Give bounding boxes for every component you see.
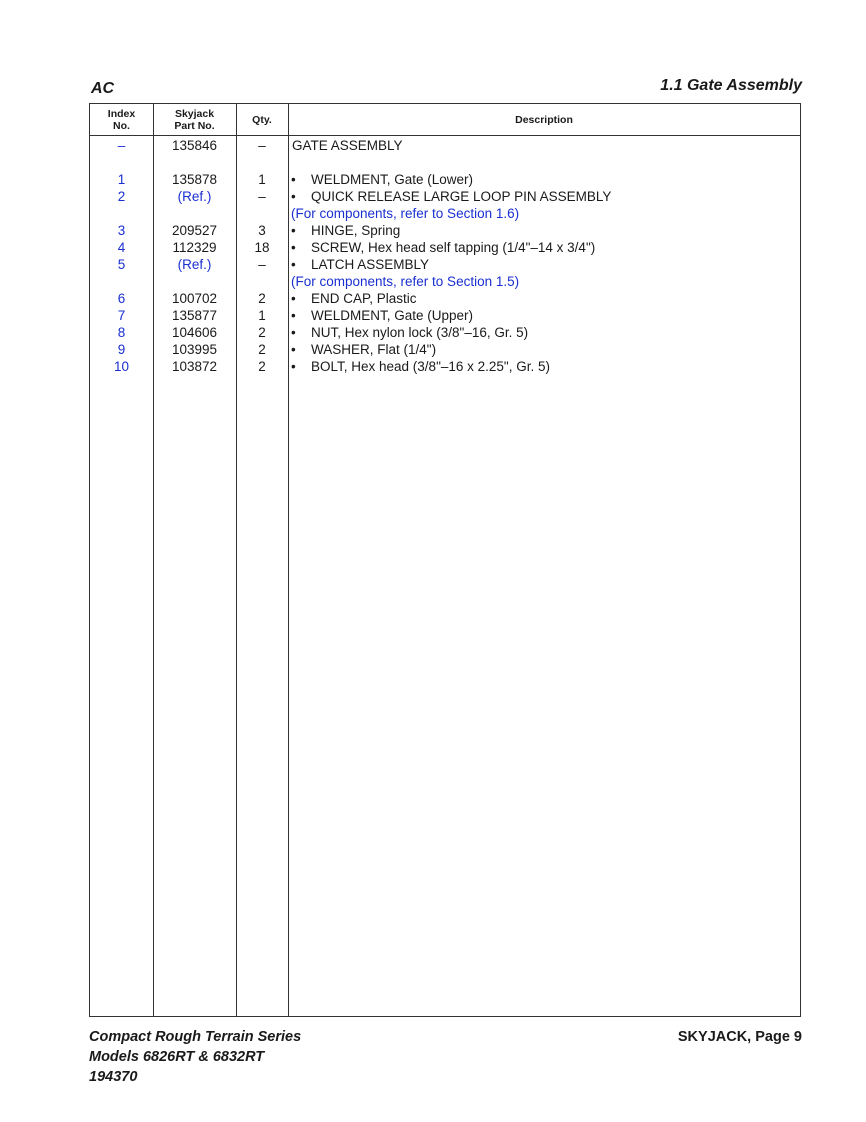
- quantity-cell: 2: [258, 359, 266, 374]
- description-cell: [290, 341, 800, 358]
- column-header-qty-label: Qty.: [252, 113, 272, 126]
- section-code: AC: [91, 80, 115, 97]
- part-number-cell: 112329: [172, 240, 217, 255]
- index-cell: 1: [117, 172, 126, 187]
- table-row: [90, 290, 800, 307]
- description-cell: [290, 256, 800, 273]
- quantity-cell: 18: [254, 240, 270, 255]
- index-cell: 4: [117, 240, 126, 255]
- header-divider: [90, 135, 800, 136]
- table-row: [90, 324, 800, 341]
- quantity-cell: 3: [258, 223, 266, 238]
- part-number-cell: 135846: [171, 138, 218, 153]
- quantity-cell: –: [258, 138, 266, 153]
- footer-left: [89, 1027, 301, 1087]
- index-cell: 7: [117, 308, 126, 323]
- section-title: 1.1 Gate Assembly: [660, 77, 802, 94]
- index-cell: 6: [117, 291, 126, 306]
- bullet-marker: •: [291, 359, 296, 374]
- table-body: [90, 137, 800, 375]
- description-cell: [290, 171, 800, 188]
- part-number-cell: (Ref.): [177, 257, 212, 272]
- index-cell: –: [117, 138, 126, 153]
- description-text: GATE ASSEMBLY: [292, 138, 403, 153]
- part-number-cell: 103872: [171, 359, 218, 374]
- bullet-marker: •: [291, 325, 296, 340]
- description-text: NUT, Hex nylon lock (3/8"–16, Gr. 5): [311, 325, 529, 340]
- bullet-marker: •: [291, 308, 296, 323]
- description-cell: [290, 358, 800, 375]
- part-number-cell: 135878: [171, 172, 218, 187]
- quantity-cell: –: [258, 257, 266, 272]
- description-cell: [290, 307, 800, 324]
- table-row: [90, 239, 800, 256]
- column-header-description-label: Description: [515, 113, 573, 126]
- part-number-cell: 104606: [171, 325, 218, 340]
- quantity-cell: 2: [258, 325, 266, 340]
- column-header-part: [153, 104, 236, 135]
- part-number-cell: 135877: [171, 308, 218, 323]
- description-cell: [290, 188, 800, 205]
- footer-page: SKYJACK, Page 9: [677, 1029, 802, 1045]
- table-row: [90, 358, 800, 375]
- table-spacer-row: [90, 154, 800, 171]
- quantity-cell: –: [258, 189, 266, 204]
- column-header-part-line1: Skyjack: [174, 107, 215, 120]
- description-text: QUICK RELEASE LARGE LOOP PIN ASSEMBLY: [311, 189, 612, 204]
- footer-series: Compact Rough Terrain Series: [89, 1029, 302, 1045]
- table-row: [90, 171, 800, 188]
- table-row: [90, 188, 800, 205]
- column-header-qty: [236, 104, 288, 135]
- description-cell: [290, 324, 800, 341]
- bullet-marker: •: [291, 172, 296, 187]
- quantity-cell: 2: [258, 291, 266, 306]
- part-number-cell: 209527: [171, 223, 218, 238]
- table-row: [90, 256, 800, 273]
- description-cell: [290, 239, 800, 256]
- description-text: BOLT, Hex head (3/8"–16 x 2.25", Gr. 5): [311, 359, 550, 374]
- index-cell: 3: [117, 223, 126, 238]
- description-text: WELDMENT, Gate (Lower): [311, 172, 474, 187]
- section-reference-note: (For components, refer to Section 1.6): [291, 206, 520, 221]
- table-note-row: [90, 273, 800, 290]
- quantity-cell: 2: [258, 342, 266, 357]
- column-header-index-line2: No.: [113, 119, 130, 132]
- bullet-marker: •: [291, 240, 296, 255]
- column-header-description: [288, 104, 800, 135]
- parts-table: [89, 103, 801, 1017]
- description-cell: [290, 222, 800, 239]
- description-text: LATCH ASSEMBLY: [311, 257, 430, 272]
- bullet-marker: •: [291, 291, 296, 306]
- description-cell: [290, 290, 800, 307]
- index-cell: 9: [117, 342, 126, 357]
- description-cell: [291, 137, 800, 154]
- description-text: WELDMENT, Gate (Upper): [311, 308, 474, 323]
- index-cell: 8: [117, 325, 126, 340]
- column-header-index-line1: Index: [107, 107, 136, 120]
- quantity-cell: 1: [258, 308, 266, 323]
- index-cell: 5: [117, 257, 126, 272]
- section-reference-note: (For components, refer to Section 1.5): [291, 274, 520, 289]
- footer-models: Models 6826RT & 6832RT: [89, 1049, 265, 1065]
- footer-doc-number: 194370: [89, 1069, 138, 1085]
- description-text: WASHER, Flat (1/4"): [311, 342, 437, 357]
- part-number-cell: 103995: [171, 342, 218, 357]
- description-text: HINGE, Spring: [311, 223, 401, 238]
- table-row: [90, 307, 800, 324]
- description-text: SCREW, Hex head self tapping (1/4"–14 x 3/4"): [311, 240, 596, 255]
- bullet-marker: •: [291, 223, 296, 238]
- part-number-cell: 100702: [171, 291, 218, 306]
- bullet-marker: •: [291, 342, 296, 357]
- part-number-cell: (Ref.): [177, 189, 212, 204]
- table-row: [90, 341, 800, 358]
- description-text: END CAP, Plastic: [311, 291, 417, 306]
- table-row: [90, 222, 800, 239]
- column-header-part-line2: Part No.: [174, 119, 215, 132]
- index-cell: 10: [113, 359, 130, 374]
- bullet-marker: •: [291, 189, 296, 204]
- table-row: [90, 137, 800, 154]
- column-header-index: [90, 104, 153, 135]
- quantity-cell: 1: [258, 172, 266, 187]
- table-note-row: [90, 205, 800, 222]
- index-cell: 2: [117, 189, 126, 204]
- bullet-marker: •: [291, 257, 296, 272]
